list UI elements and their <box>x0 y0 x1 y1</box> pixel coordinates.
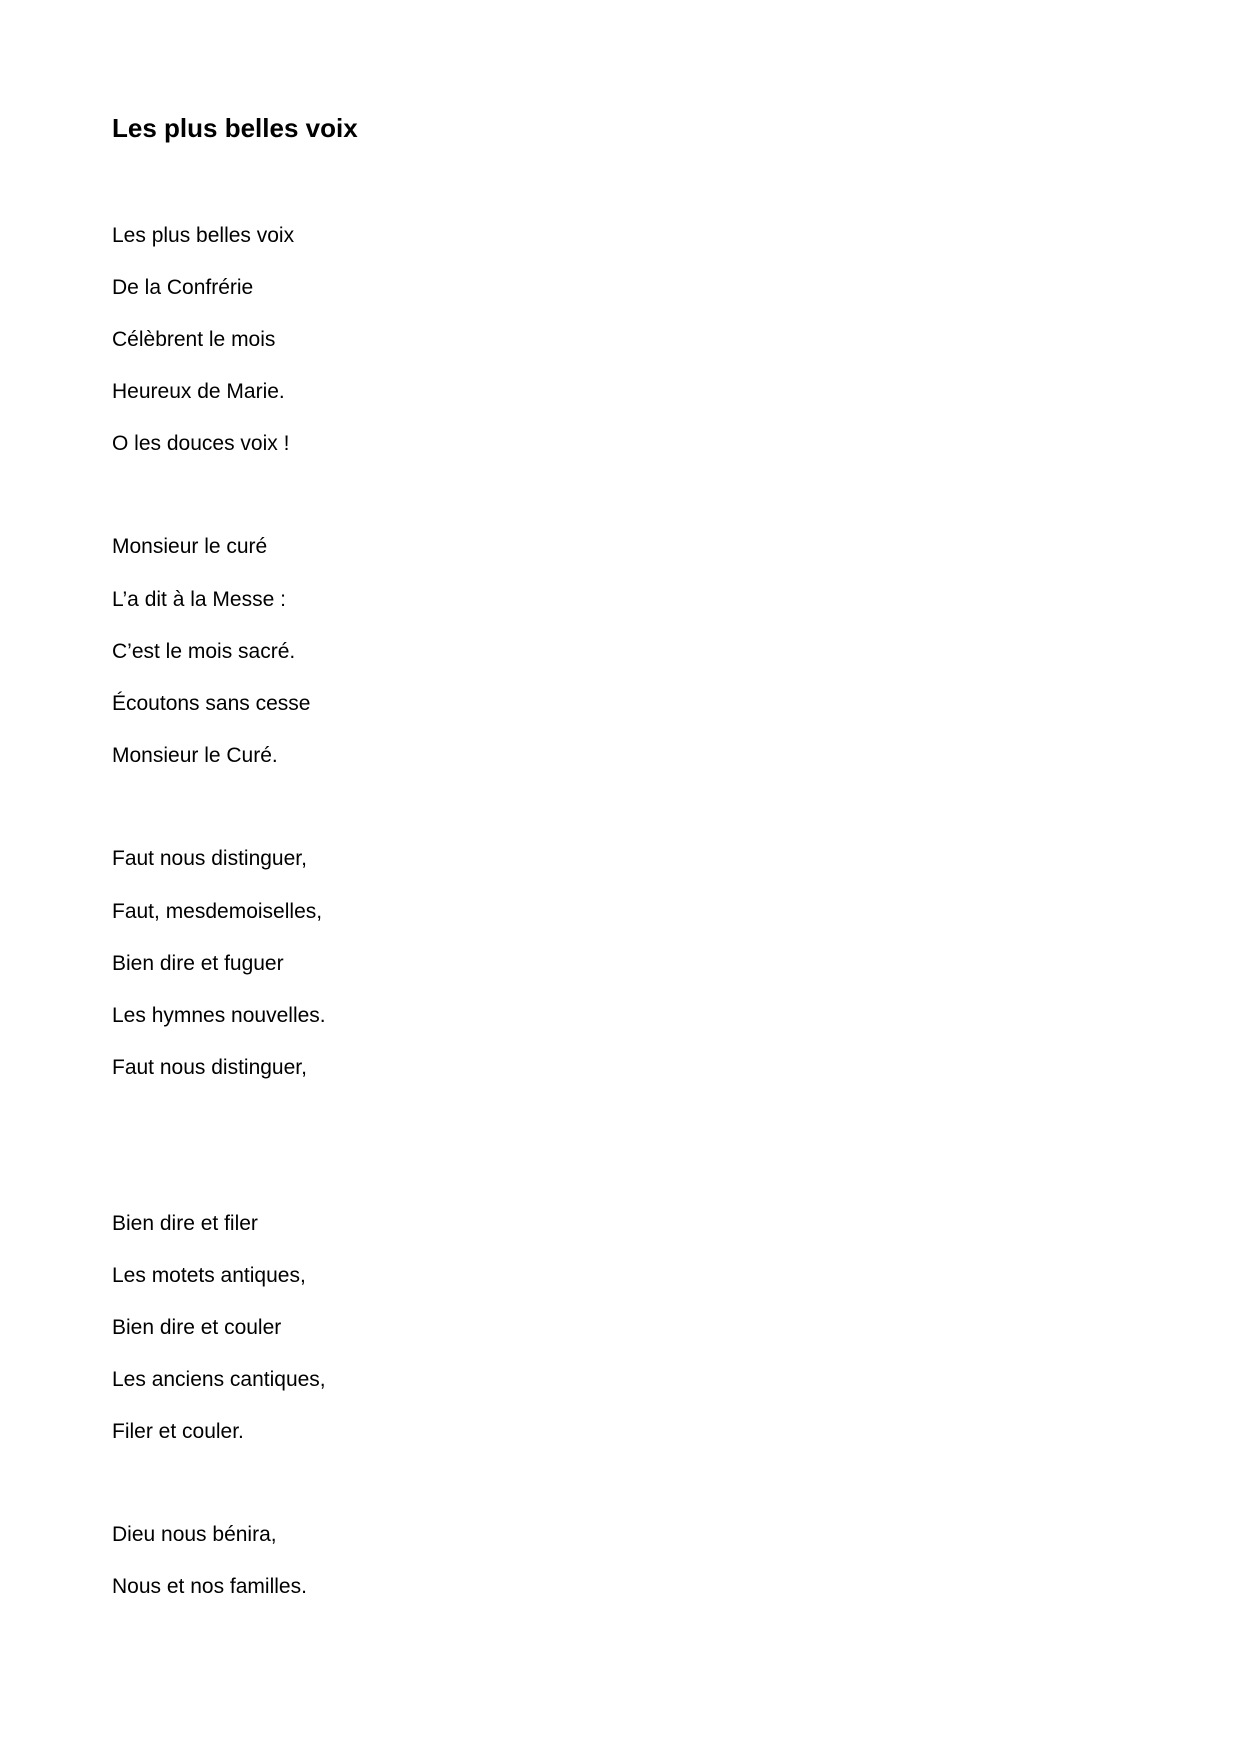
poem-line: Bien dire et filer <box>112 1212 258 1235</box>
poem-line: Bien dire et couler <box>112 1316 282 1339</box>
poem-line: Faut nous distinguer, <box>112 847 307 870</box>
poem-line: Nous et nos familles. <box>112 1575 307 1598</box>
poem-line: Les motets antiques, <box>112 1264 306 1287</box>
poem-line: O les douces voix ! <box>112 432 290 455</box>
poem-line: L’a dit à la Messe : <box>112 588 286 611</box>
poem-line: De la Confrérie <box>112 276 254 299</box>
poem-line: Faut nous distinguer, <box>112 1056 307 1079</box>
poem-line: Faut, mesdemoiselles, <box>112 900 323 923</box>
poem-line: Écoutons sans cesse <box>112 692 311 715</box>
poem-line: Célèbrent le mois <box>112 328 276 351</box>
poem-line: Heureux de Marie. <box>112 380 285 403</box>
poem-title: Les plus belles voix <box>112 113 358 143</box>
poem-line: Filer et couler. <box>112 1420 244 1443</box>
poem-line: Monsieur le curé <box>112 535 268 558</box>
poem-line: C’est le mois sacré. <box>112 640 296 663</box>
poem-line: Monsieur le Curé. <box>112 744 278 767</box>
poem-line: Dieu nous bénira, <box>112 1523 277 1546</box>
poem-line: Bien dire et fuguer <box>112 952 284 975</box>
poem-line: Les plus belles voix <box>112 224 295 247</box>
poem-line: Les anciens cantiques, <box>112 1368 326 1391</box>
poem-line: Les hymnes nouvelles. <box>112 1004 326 1027</box>
